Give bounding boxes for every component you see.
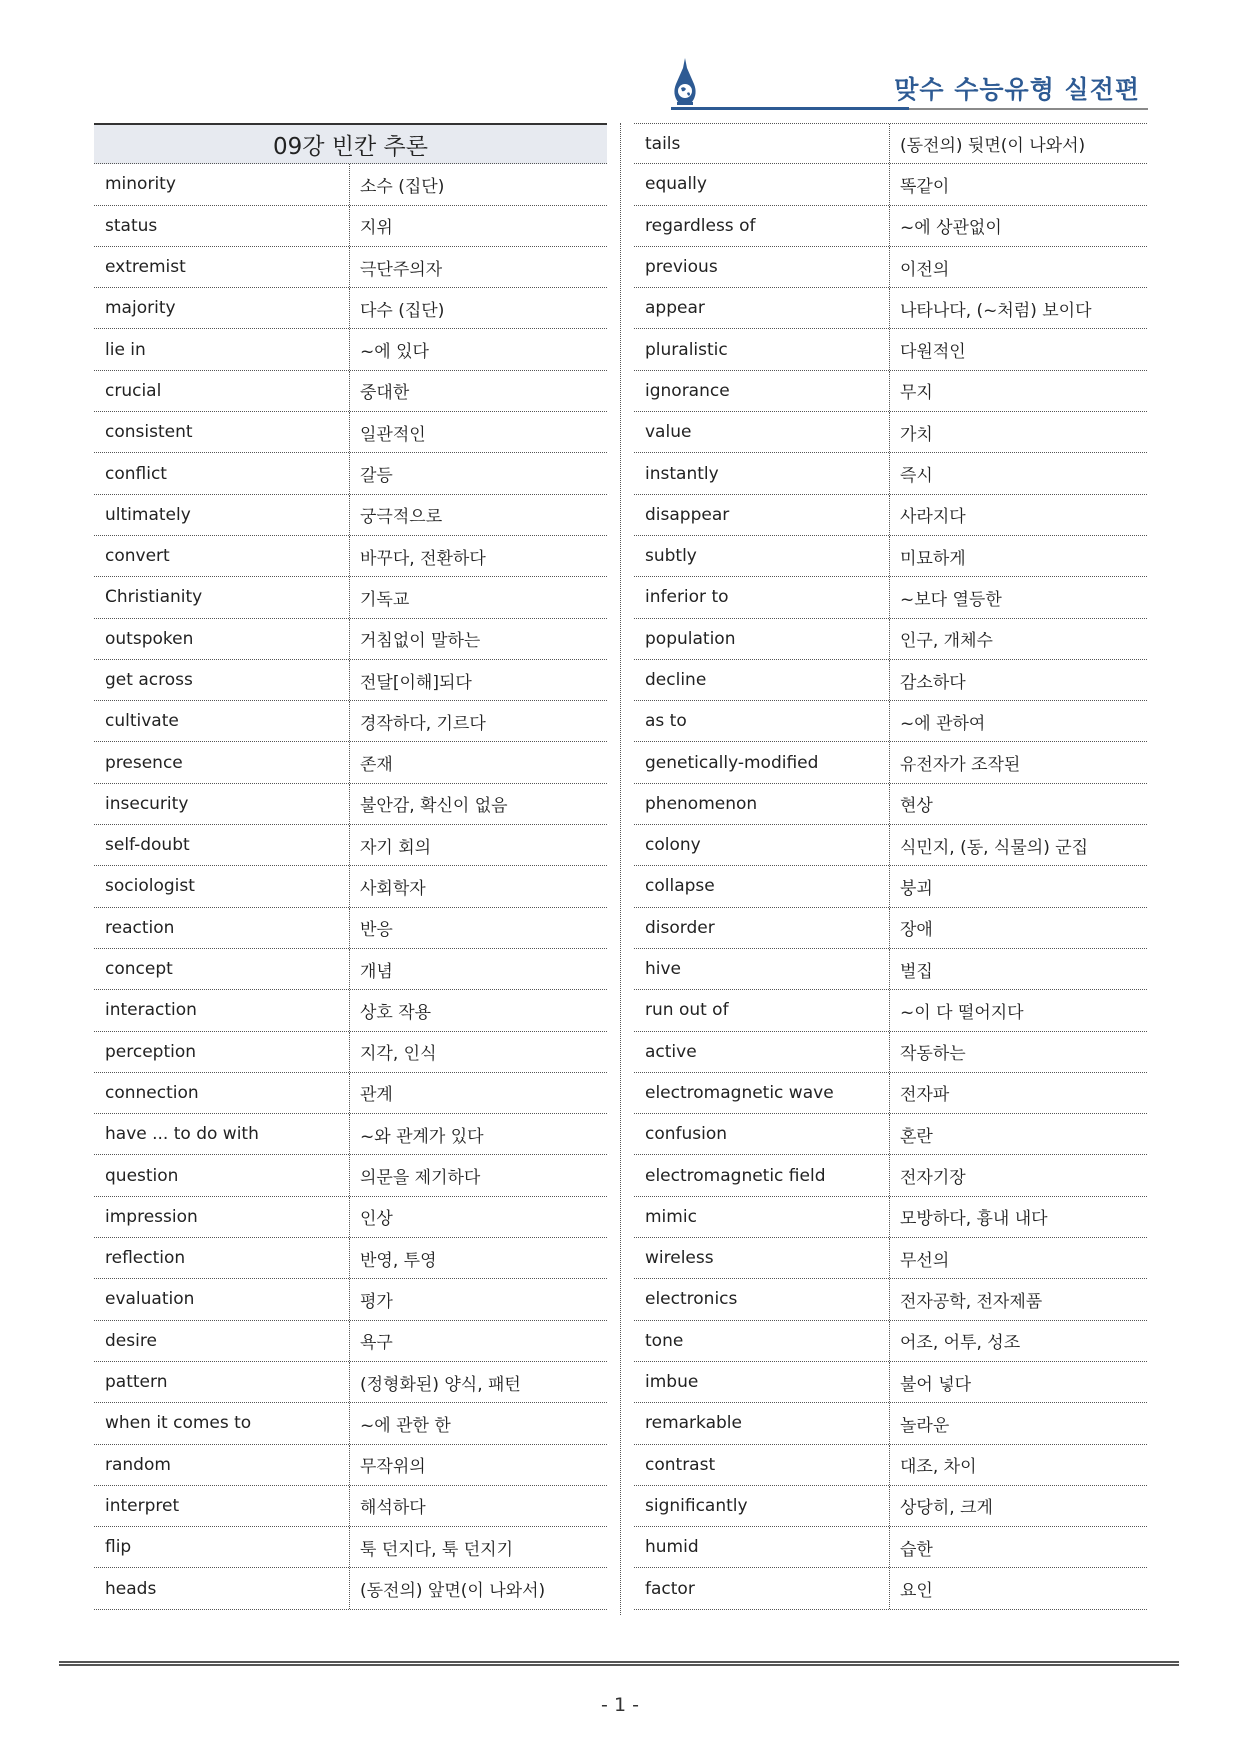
english-term: pluralistic	[634, 329, 890, 369]
vocab-row	[94, 288, 607, 329]
english-term: population	[634, 619, 890, 659]
english-term: get across	[94, 660, 350, 700]
korean-meaning: 자기 회의	[360, 837, 432, 858]
column-divider	[620, 123, 621, 1615]
korean-meaning: 전자파	[900, 1085, 950, 1106]
korean-meaning: 지각, 인식	[360, 1044, 437, 1065]
korean-meaning: 반영, 투영	[360, 1250, 437, 1271]
english-term: value	[634, 412, 890, 452]
korean-meaning: 현상	[900, 796, 933, 817]
vocab-row	[94, 1403, 607, 1444]
english-term: significantly	[634, 1486, 890, 1526]
vocab-row	[94, 1032, 607, 1073]
korean-meaning: 상당히, 크게	[900, 1498, 993, 1519]
lesson-title: 09강 빈칸 추론	[94, 123, 607, 164]
korean-meaning: (동전의) 뒷면(이 나와서)	[900, 136, 1086, 157]
korean-meaning: 유전자가 조작된	[900, 755, 1021, 776]
vocab-row	[634, 825, 1147, 866]
english-term: desire	[94, 1321, 350, 1361]
english-term: genetically-modified	[634, 742, 890, 782]
korean-meaning: 반응	[360, 920, 393, 941]
vocab-row	[634, 1403, 1147, 1444]
korean-meaning: 요인	[900, 1581, 933, 1602]
korean-meaning: 욕구	[360, 1333, 393, 1354]
vocab-row	[94, 1362, 607, 1403]
vocab-row	[94, 206, 607, 247]
korean-meaning: 전자기장	[900, 1168, 966, 1189]
korean-meaning: 툭 던지다, 툭 던지기	[360, 1539, 513, 1560]
korean-meaning: ~와 관계가 있다	[360, 1126, 484, 1147]
vocab-row	[94, 495, 607, 536]
vocab-row	[634, 990, 1147, 1031]
vocab-row	[634, 247, 1147, 288]
english-term: flip	[94, 1527, 350, 1567]
vocab-row	[634, 577, 1147, 618]
english-term: sociologist	[94, 866, 350, 906]
korean-meaning: 지위	[360, 218, 393, 239]
vocab-row	[634, 1114, 1147, 1155]
english-term: factor	[634, 1568, 890, 1608]
footer-divider	[59, 1661, 1179, 1666]
vocab-row	[94, 825, 607, 866]
korean-meaning: 사회학자	[360, 878, 426, 899]
vocab-row	[634, 1321, 1147, 1362]
vocab-row	[94, 164, 607, 205]
vocab-row	[634, 206, 1147, 247]
vocab-row	[634, 453, 1147, 494]
vocab-row	[634, 1568, 1147, 1609]
english-term: electronics	[634, 1279, 890, 1319]
english-term: have ... to do with	[94, 1114, 350, 1154]
english-term: subtly	[634, 536, 890, 576]
korean-meaning: (동전의) 앞면(이 나와서)	[360, 1581, 546, 1602]
vocab-row	[94, 619, 607, 660]
korean-meaning: 극단주의자	[360, 259, 443, 280]
korean-meaning: 붕괴	[900, 878, 933, 899]
korean-meaning: 벌집	[900, 961, 933, 982]
english-term: imbue	[634, 1362, 890, 1402]
korean-meaning: ~에 상관없이	[900, 218, 1002, 239]
english-term: appear	[634, 288, 890, 328]
vocab-row	[634, 1073, 1147, 1114]
english-term: interaction	[94, 990, 350, 1030]
english-term: phenomenon	[634, 784, 890, 824]
vocab-row	[94, 1197, 607, 1238]
vocab-row	[94, 453, 607, 494]
english-term: confusion	[634, 1114, 890, 1154]
korean-meaning: 놀라운	[900, 1415, 950, 1436]
english-term: self-doubt	[94, 825, 350, 865]
english-term: instantly	[634, 453, 890, 493]
english-term: question	[94, 1155, 350, 1195]
english-term: minority	[94, 164, 350, 204]
english-term: perception	[94, 1032, 350, 1072]
vocab-row	[94, 1238, 607, 1279]
fountain-pen-globe-icon	[672, 58, 698, 106]
korean-meaning: 기독교	[360, 589, 410, 610]
english-term: status	[94, 206, 350, 246]
vocab-row	[94, 371, 607, 412]
korean-meaning: 이전의	[900, 259, 950, 280]
vocab-row	[94, 866, 607, 907]
vocab-row	[94, 1073, 607, 1114]
korean-meaning: 해석하다	[360, 1498, 426, 1519]
vocab-row	[634, 1527, 1147, 1568]
english-term: Christianity	[94, 577, 350, 617]
english-term: mimic	[634, 1197, 890, 1237]
korean-meaning: 미묘하게	[900, 548, 966, 569]
vocab-row	[634, 949, 1147, 990]
english-term: collapse	[634, 866, 890, 906]
korean-meaning: 일관적인	[360, 424, 426, 445]
korean-meaning: 어조, 어투, 성조	[900, 1333, 1021, 1354]
vocab-row	[94, 1486, 607, 1527]
english-term: regardless of	[634, 206, 890, 246]
vocab-row	[634, 371, 1147, 412]
korean-meaning: 불어 넣다	[900, 1374, 972, 1395]
header-divider	[671, 107, 909, 110]
korean-meaning: 존재	[360, 755, 393, 776]
vocab-row	[634, 660, 1147, 701]
korean-meaning: 경작하다, 기르다	[360, 713, 486, 734]
vocab-row	[634, 1238, 1147, 1279]
korean-meaning: 장애	[900, 920, 933, 941]
english-term: lie in	[94, 329, 350, 369]
english-term: presence	[94, 742, 350, 782]
english-term: electromagnetic field	[634, 1155, 890, 1195]
english-term: equally	[634, 164, 890, 204]
vocab-row	[94, 1321, 607, 1362]
korean-meaning: 평가	[360, 1291, 393, 1312]
vocab-row	[634, 701, 1147, 742]
vocab-row	[94, 1279, 607, 1320]
vocab-row	[634, 1486, 1147, 1527]
korean-meaning: 소수 (집단)	[360, 176, 445, 197]
korean-meaning: 다수 (집단)	[360, 300, 445, 321]
english-term: run out of	[634, 990, 890, 1030]
english-term: contrast	[634, 1445, 890, 1485]
page-number: - 1 -	[601, 1694, 639, 1716]
korean-meaning: 모방하다, 흉내 내다	[900, 1209, 1048, 1230]
english-term: disorder	[634, 908, 890, 948]
english-term: evaluation	[94, 1279, 350, 1319]
korean-meaning: 중대한	[360, 383, 410, 404]
korean-meaning: 가치	[900, 424, 933, 445]
vocab-row	[634, 866, 1147, 907]
korean-meaning: 작동하는	[900, 1044, 966, 1065]
vocab-row	[94, 1527, 607, 1568]
vocab-row	[94, 1445, 607, 1486]
korean-meaning: 인상	[360, 1209, 393, 1230]
vocab-row	[94, 949, 607, 990]
korean-meaning: ~에 관하여	[900, 713, 986, 734]
english-term: impression	[94, 1197, 350, 1237]
korean-meaning: 똑같이	[900, 176, 950, 197]
vocab-row	[94, 247, 607, 288]
vocab-row	[94, 990, 607, 1031]
english-term: majority	[94, 288, 350, 328]
english-term: insecurity	[94, 784, 350, 824]
korean-meaning: 개념	[360, 961, 393, 982]
english-term: previous	[634, 247, 890, 287]
vocab-table-left	[94, 123, 607, 1610]
english-term: ignorance	[634, 371, 890, 411]
korean-meaning: 불안감, 확신이 없음	[360, 796, 508, 817]
korean-meaning: ~에 있다	[360, 342, 429, 363]
english-term: active	[634, 1032, 890, 1072]
english-term: tone	[634, 1321, 890, 1361]
english-term: when it comes to	[94, 1403, 350, 1443]
korean-meaning: 궁극적으로	[360, 507, 443, 528]
korean-meaning: 바꾸다, 전환하다	[360, 548, 486, 569]
korean-meaning: 무선의	[900, 1250, 950, 1271]
vocab-row	[634, 412, 1147, 453]
brand-title: 맞수 수능유형 실전편	[894, 75, 1140, 104]
english-term: colony	[634, 825, 890, 865]
korean-meaning: 나타나다, (~처럼) 보이다	[900, 300, 1092, 321]
english-term: extremist	[94, 247, 350, 287]
korean-meaning: 즉시	[900, 466, 933, 487]
vocab-row	[634, 784, 1147, 825]
vocab-row	[94, 908, 607, 949]
vocab-row	[94, 412, 607, 453]
vocab-row	[634, 1197, 1147, 1238]
korean-meaning: 다원적인	[900, 342, 966, 363]
english-term: outspoken	[94, 619, 350, 659]
vocab-row	[634, 1155, 1147, 1196]
english-term: wireless	[634, 1238, 890, 1278]
korean-meaning: ~보다 열등한	[900, 589, 1002, 610]
vocab-row	[634, 536, 1147, 577]
korean-meaning: 습한	[900, 1539, 933, 1560]
korean-meaning: 무지	[900, 383, 933, 404]
vocab-row	[94, 742, 607, 783]
english-term: disappear	[634, 495, 890, 535]
english-term: reflection	[94, 1238, 350, 1278]
vocab-row	[634, 1445, 1147, 1486]
header-divider-gray	[909, 108, 1148, 110]
vocab-row	[94, 784, 607, 825]
english-term: reaction	[94, 908, 350, 948]
vocab-row	[634, 908, 1147, 949]
vocab-row	[634, 288, 1147, 329]
korean-meaning: 상호 작용	[360, 1002, 432, 1023]
vocab-row	[94, 577, 607, 618]
korean-meaning: 전자공학, 전자제품	[900, 1291, 1043, 1312]
korean-meaning: 사라지다	[900, 507, 966, 528]
english-term: decline	[634, 660, 890, 700]
vocab-row	[634, 1279, 1147, 1320]
korean-meaning: 식민지, (동, 식물의) 군집	[900, 837, 1089, 858]
vocab-row	[94, 536, 607, 577]
vocab-row	[634, 1032, 1147, 1073]
english-term: as to	[634, 701, 890, 741]
english-term: random	[94, 1445, 350, 1485]
english-term: electromagnetic wave	[634, 1073, 890, 1113]
korean-meaning: 의문을 제기하다	[360, 1168, 481, 1189]
english-term: heads	[94, 1568, 350, 1608]
korean-meaning: 감소하다	[900, 672, 966, 693]
vocab-row	[634, 495, 1147, 536]
korean-meaning: ~이 다 떨어지다	[900, 1002, 1024, 1023]
vocab-row	[634, 123, 1147, 164]
english-term: cultivate	[94, 701, 350, 741]
english-term: interpret	[94, 1486, 350, 1526]
vocab-row	[94, 660, 607, 701]
vocab-row	[94, 701, 607, 742]
vocab-row	[634, 619, 1147, 660]
english-term: convert	[94, 536, 350, 576]
korean-meaning: 혼란	[900, 1126, 933, 1147]
vocab-row	[634, 329, 1147, 370]
vocab-row	[634, 1362, 1147, 1403]
vocab-row	[634, 742, 1147, 783]
english-term: concept	[94, 949, 350, 989]
korean-meaning: 대조, 차이	[900, 1457, 977, 1478]
english-term: inferior to	[634, 577, 890, 617]
english-term: tails	[634, 124, 890, 163]
vocab-table-right	[634, 123, 1147, 1610]
korean-meaning: 전달[이해]되다	[360, 672, 472, 693]
english-term: ultimately	[94, 495, 350, 535]
korean-meaning: 무작위의	[360, 1457, 426, 1478]
vocab-row	[94, 1114, 607, 1155]
korean-meaning: 인구, 개체수	[900, 631, 993, 652]
korean-meaning: 관계	[360, 1085, 393, 1106]
vocab-row	[94, 1155, 607, 1196]
korean-meaning: 거침없이 말하는	[360, 631, 481, 652]
korean-meaning: 갈등	[360, 466, 393, 487]
korean-meaning: ~에 관한 한	[360, 1415, 451, 1436]
vocab-row	[94, 1568, 607, 1609]
english-term: connection	[94, 1073, 350, 1113]
korean-meaning: (정형화된) 양식, 패턴	[360, 1374, 521, 1395]
vocab-row	[634, 164, 1147, 205]
vocab-row	[94, 329, 607, 370]
english-term: pattern	[94, 1362, 350, 1402]
english-term: conflict	[94, 453, 350, 493]
english-term: hive	[634, 949, 890, 989]
english-term: crucial	[94, 371, 350, 411]
english-term: consistent	[94, 412, 350, 452]
english-term: remarkable	[634, 1403, 890, 1443]
english-term: humid	[634, 1527, 890, 1567]
